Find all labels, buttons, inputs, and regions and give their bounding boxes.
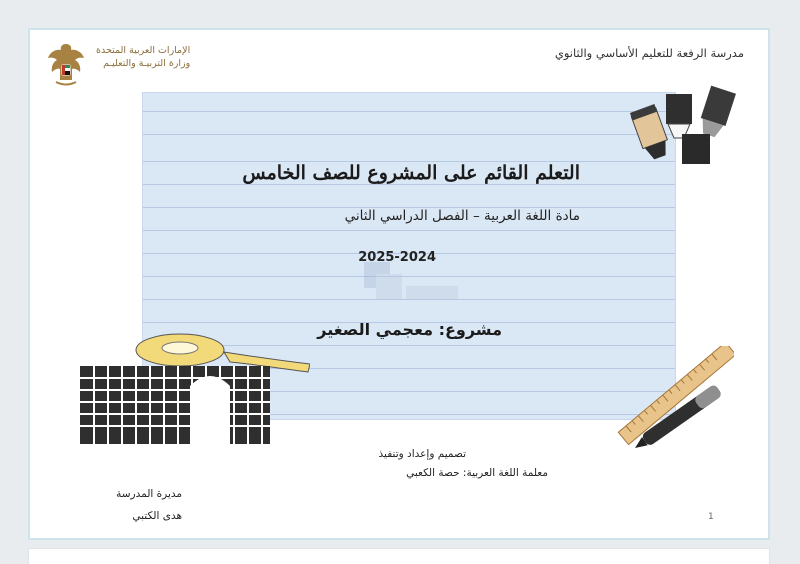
teacher-name: معلمة اللغة العربية: حصة الكعبي bbox=[406, 467, 548, 479]
subtitle: مادة اللغة العربية – الفصل الدراسي الثاني bbox=[344, 208, 580, 224]
ministry-name bbox=[96, 44, 190, 70]
project-title: مشروع: معجمي الصغير bbox=[317, 320, 502, 339]
watermark-logo bbox=[346, 256, 466, 316]
ministry-line-2: وزارة التربيـة والتعليـم bbox=[103, 58, 191, 69]
main-title: التعلم القائم على المشروع للصف الخامس bbox=[242, 162, 580, 184]
next-page-edge bbox=[28, 548, 770, 564]
principal-name: هدى الكتبي bbox=[132, 510, 182, 522]
ministry-line-1: الإمارات العربية المتحدة bbox=[96, 45, 191, 56]
document-page bbox=[28, 28, 770, 540]
pen-icon bbox=[630, 370, 740, 456]
uae-emblem-icon bbox=[44, 40, 88, 88]
designer-label: تصميم وإعداد وتنفيذ bbox=[378, 448, 466, 460]
principal-title: مديرة المدرسة bbox=[116, 488, 182, 500]
page-number: 1 bbox=[708, 512, 714, 522]
school-name: مدرسة الرفعة للتعليم الأساسي والثانوي bbox=[554, 46, 744, 60]
tape-dispenser-icon bbox=[80, 326, 310, 446]
highlighter-markers-icon bbox=[626, 76, 746, 172]
academic-year: 2025-2024 bbox=[358, 250, 436, 265]
